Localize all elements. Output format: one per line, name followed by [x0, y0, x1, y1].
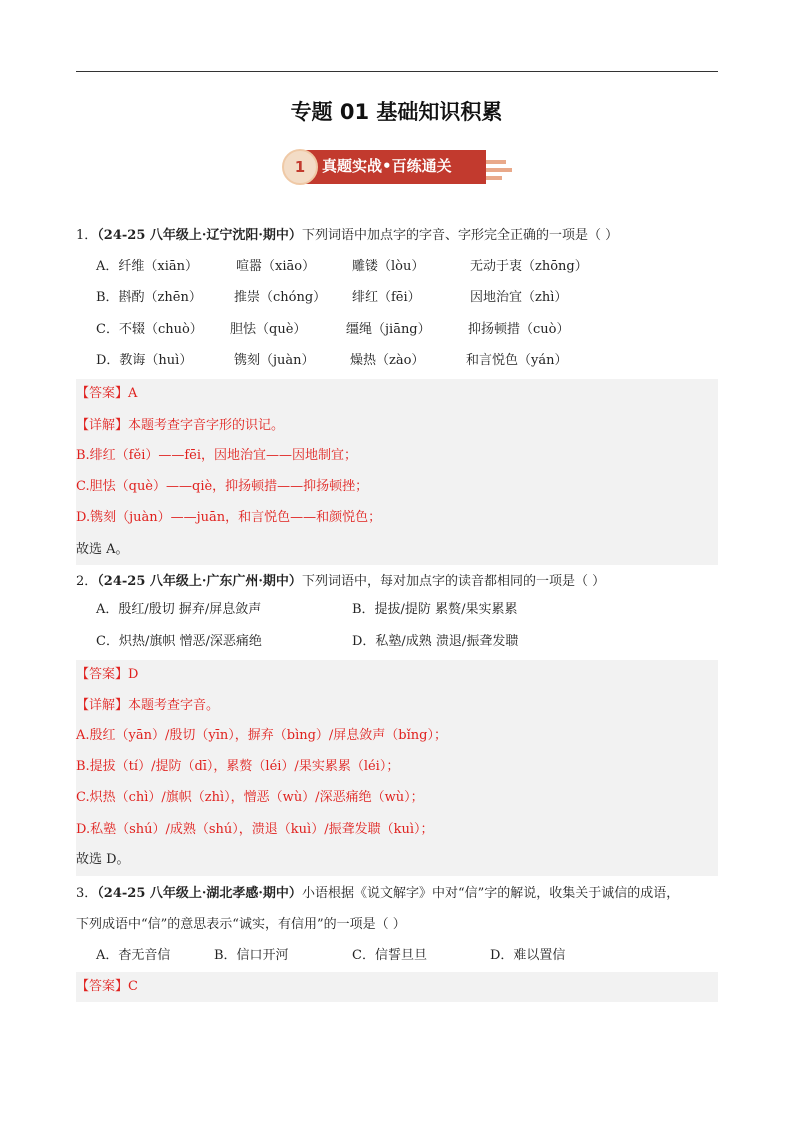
banner-stripe — [486, 168, 512, 172]
q2-conclusion: 故选 D。 — [76, 852, 130, 867]
q1-option-b2: 推崇（chóng） — [234, 290, 327, 305]
q3-option-c: C．信誓旦旦 — [352, 948, 427, 963]
answer-tag: 【答案】 — [76, 667, 129, 682]
page-title: 专题 01 基础知识积累 — [290, 100, 503, 124]
q1-option-d3: 燥热（zào） — [350, 353, 425, 368]
q1-option-a3: 雕镂（lòu） — [352, 259, 425, 274]
detail-text: 本题考查字音。 — [128, 698, 220, 713]
question-1-stem — [76, 225, 718, 247]
question-text: 下列词语中，每对加点字的读音都相同的一项是（ ） — [301, 574, 606, 589]
q1-detail-line: B.绯红（fěi）——fēi，因地治宜——因地制宜； — [76, 448, 358, 463]
q2-detail-line: D.私塾（shú）/成熟（shú），溃退（kuì）/振聋发聩（kuì）； — [76, 822, 434, 837]
question-text: 下列词语中加点字的字音、字形完全正确的一项是（ ） — [301, 228, 619, 243]
q1-option-d1: D．教诲（huì） — [96, 353, 193, 368]
q1-option-c1: C．不辍（chuò） — [96, 322, 203, 337]
q1-option-c4: 抑扬顿措（cuò） — [468, 322, 570, 337]
q3-option-a: A．杳无音信 — [96, 948, 171, 963]
question-text: 小语根据《说文解字》中对“信”字的解说，收集关于诚信的成语， — [301, 886, 680, 901]
question-3-stem — [76, 883, 718, 905]
q1-option-c3: 缰绳（jiāng） — [346, 322, 431, 337]
header-rule — [76, 71, 718, 72]
q1-detail — [76, 416, 284, 436]
q2-detail-line: B.提拔（tí）/提防（dī），累赘（léi）/果实累累（léi）； — [76, 759, 400, 774]
section-banner — [282, 146, 514, 188]
question-source: （24-25 八年级上·广东广州·期中） — [97, 574, 302, 589]
question-source: （24-25 八年级上·湖北孝感·期中） — [97, 886, 302, 901]
q3-option-d: D．难以置信 — [490, 948, 566, 963]
q2-detail-line: A.殷红（yān）/殷切（yīn），摒弃（bìng）/屏息敛声（bǐng）； — [76, 728, 447, 743]
q1-answer — [76, 384, 137, 404]
question-number: 2． — [76, 574, 98, 589]
question-number: 3． — [76, 886, 98, 901]
banner-number: 1 — [282, 149, 318, 185]
detail-text: 本题考查字音字形的识记。 — [128, 418, 285, 433]
answer-tag: 【答案】 — [76, 386, 129, 401]
q1-option-b3: 绯红（fēi） — [352, 290, 421, 305]
q1-option-d2: 镌刻（juàn） — [234, 353, 315, 368]
q2-option-c: C．炽热/旗帜 憎恶/深恶痛绝 — [96, 634, 262, 649]
q3-answer-box — [76, 972, 718, 1002]
q1-detail-line: D.镌刻（juàn）——juān，和言悦色——和颜悦色； — [76, 510, 382, 525]
q1-option-c2: 胆怯（què） — [230, 322, 307, 337]
banner-label: 真题实战•百练通关 — [322, 157, 452, 175]
q1-option-b4: 因地治宜（zhì） — [470, 290, 568, 305]
banner-stripe — [486, 176, 502, 180]
answer-value: D — [128, 667, 139, 682]
question-3-stem-cont: 下列成语中“信”的意思表示“诚实，有信用”的一项是（ ） — [76, 917, 406, 932]
question-source: （24-25 八年级上·辽宁沈阳·期中） — [97, 228, 302, 243]
banner-stripe — [486, 160, 506, 164]
question-2-stem — [76, 571, 718, 593]
detail-tag: 【详解】 — [76, 418, 129, 433]
answer-value: C — [128, 979, 138, 994]
question-number: 1． — [76, 228, 98, 243]
q1-option-b1: B．斟酌（zhēn） — [96, 290, 202, 305]
q1-detail-line: C.胆怯（què）——qiè，抑扬顿措——抑扬顿挫； — [76, 479, 369, 494]
q2-option-d: D．私塾/成熟 溃退/振聋发聩 — [352, 634, 519, 649]
q1-option-a1: A．纤维（xiān） — [96, 259, 199, 274]
q2-option-a: A．殷红/殷切 摒弃/屏息敛声 — [96, 602, 262, 617]
q2-detail — [76, 696, 219, 716]
q2-answer — [76, 665, 138, 685]
q1-option-a2: 喧嚣（xiāo） — [236, 259, 316, 274]
q1-answer-box — [76, 379, 718, 565]
q2-option-b: B．提拔/提防 累赘/果实累累 — [352, 602, 518, 617]
answer-value: A — [128, 386, 138, 401]
q2-detail-line: C.炽热（chì）/旗帜（zhì），憎恶（wù）/深恶痛绝（wù）； — [76, 790, 424, 805]
q1-option-d4: 和言悦色（yán） — [466, 353, 568, 368]
q3-option-b: B．信口开河 — [214, 948, 289, 963]
detail-tag: 【详解】 — [76, 698, 129, 713]
q1-conclusion: 故选 A。 — [76, 542, 129, 557]
q1-option-a4: 无动于衷（zhōng） — [470, 259, 588, 274]
q3-answer — [76, 977, 138, 997]
answer-tag: 【答案】 — [76, 979, 129, 994]
